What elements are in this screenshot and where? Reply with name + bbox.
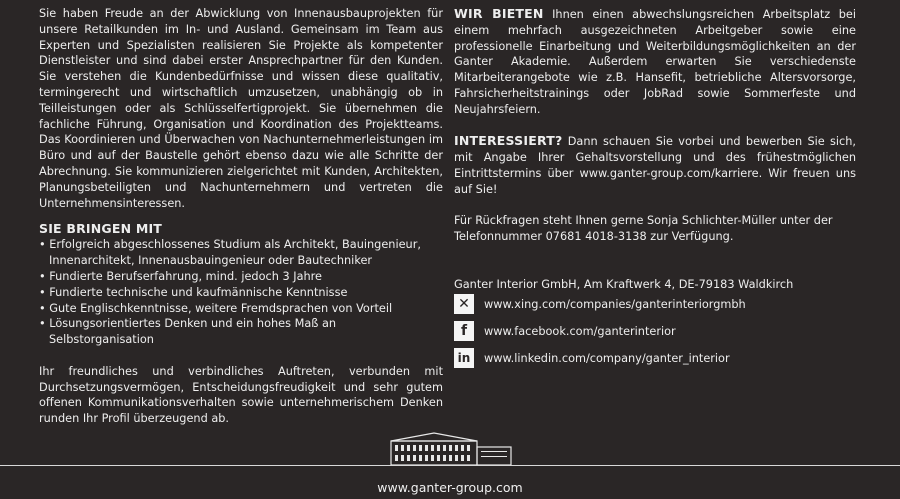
requirement-item: • Fundierte Berufserfahrung, mind. jedoch 3 Jahre [39, 269, 322, 283]
left-column [39, 6, 443, 427]
company-address: Ganter Interior GmbH, Am Kraftwerk 4, DE-79183 Waldkirch [454, 277, 794, 291]
requirement-item: • Lösungsorientiertes Denken und ein hohes Maß an Selbstorganisation [39, 317, 337, 347]
offer-heading: WIR BIETEN [454, 6, 544, 21]
facebook-link[interactable]: www.facebook.com/ganterinterior [484, 325, 676, 338]
right-column [454, 6, 856, 292]
interest-paragraph [454, 133, 856, 197]
xing-link[interactable]: www.xing.com/companies/ganterinteriorgmbh [484, 298, 746, 311]
requirement-item: • Erfolgreich abgeschlossenes Studium als Architekt, Bauingenieur, Innenarchitekt, Innenausbauingenieur oder Bautechniker [39, 238, 421, 268]
xing-icon: ✕ [454, 294, 474, 314]
footer-website-link[interactable]: www.ganter-group.com [377, 480, 523, 495]
requirement-item: • Fundierte technische und kaufmännische Kenntnisse [39, 285, 348, 299]
interest-heading: INTERESSIERT? [454, 133, 563, 149]
intro-paragraph: Sie haben Freude an der Abwicklung von Innenausbauprojekten für unsere Retailkunden im In- und Ausland. Gemeinsam im Team aus Experten und Spezialisten realisieren Sie Projekte als kompetenter Dienstleister und sind dabei erster Ansprechpartner für den Kunden. Sie verstehen die Kundenbedürfnisse und wissen diese qualitativ, termingerecht und wirtschaftlich umzusetzen, unabhängig ob in Teilleistungen oder als Schlüsselfertigprojekt. Sie übernehmen die fachliche Führung, Organisation und Koordination des Projektteams. Das Koordinieren und Überwachen von Nachunternehmerleistungen im Büro und auf der Baustelle gehört ebenso dazu wie alle Schritte der Abrechnung. Sie kommunizieren zielgerichtet mit Kunden, Architekten, Planungsbeteiligten und Nachunternehmern und vertreten die Unternehmensinteressen. [39, 7, 443, 210]
social-facebook[interactable] [454, 321, 874, 343]
linkedin-icon: in [454, 348, 474, 368]
social-linkedin[interactable] [454, 348, 874, 370]
requirements-list [39, 237, 443, 348]
offer-paragraph [454, 6, 856, 118]
interest-text: Dann schauen Sie vorbei und bewerben Sie sich, mit Angabe Ihrer Gehaltsvorstellung und des frühestmöglichen Eintrittstermins über www.ganter-group.com/karriere. Wir freuen uns auf Sie! [454, 135, 856, 196]
linkedin-link[interactable]: www.linkedin.com/company/ganter_interior [484, 352, 730, 365]
offer-text: Ihnen einen abwechslungsreichen Arbeitsplatz bei einem mehrfach ausgezeichneten Arbeitgeber sowie eine professionelle Einarbeitung und Weiterbildungsmöglichkeiten an der Ganter Akademie. Außerdem erwarten Sie verschiedenste Mitarbeiterangebote wie z.B. Hansefit, betriebliche Altersvorsorge, Fahrsicherheitstrainings oder JobRad sowie Sommerfeste und Neujahrsfeiern. [454, 8, 856, 116]
facebook-icon: f [454, 321, 474, 341]
contact-paragraph: Für Rückfragen steht Ihnen gerne Sonja Schlichter-Müller unter der Telefonnummer 07681 4018-3138 zur Verfügung. [454, 214, 833, 244]
social-xing[interactable] [454, 294, 874, 316]
requirement-item: • Gute Englischkenntnisse, weitere Fremdsprachen von Vorteil [39, 301, 393, 315]
requirements-heading: SIE BRINGEN MIT [39, 221, 163, 237]
closing-paragraph: Ihr freundliches und verbindliches Auftreten, verbunden mit Durchsetzungsvermögen, Entscheidungsfreudigkeit und sehr gutem offenen Kommunikationsverhalten sowie unternehmerischem Denken runden Ihr Profil überzeugend ab. [39, 364, 443, 426]
footer-divider [0, 465, 900, 466]
factory-building-logo [390, 427, 514, 467]
